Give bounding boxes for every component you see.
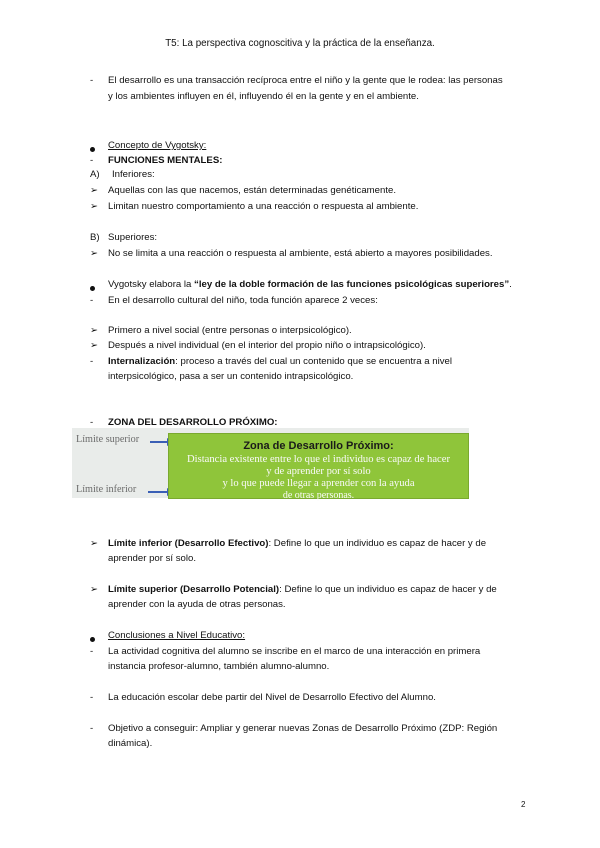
dash-marker: - [90,356,94,367]
arrow-bullet-icon: ➢ [90,325,99,336]
zdp-box-line: y lo que puede llegar a aprender con la ayuda [222,478,415,489]
arrow-bullet-icon: ➢ [90,201,99,212]
dash-marker: - [90,155,94,166]
arrow-bullet-icon: ➢ [90,584,99,595]
arrow-bullet-icon: ➢ [90,248,99,259]
arrow-bullet-icon: ➢ [90,538,99,549]
dash-marker: - [90,417,94,428]
zdp-box-line: Distancia existente entre lo que el individuo es capaz de hacer [187,454,450,465]
dash-marker: - [90,646,94,657]
lower-limit-arrow-icon [148,491,168,493]
arrow-bullet-icon: ➢ [90,340,99,351]
zdp-box [168,433,469,499]
upper-limit-arrow-icon [150,441,168,443]
document-title: T5: La perspectiva cognoscitiva y la práctica de la enseñanza. [165,38,435,49]
zdp-box-line: y de aprender por sí solo [266,466,371,477]
lower-limit-label: Límite inferior [76,484,137,495]
dash-marker: - [90,723,94,734]
zdp-box-title: Zona de Desarrollo Próximo: [243,440,394,452]
page-number: 2 [521,800,526,809]
dash-marker: - [90,295,94,306]
dash-marker: - [90,75,94,86]
zdp-box-line: de otras personas. [282,490,355,501]
zdp-figure [72,428,469,501]
upper-limit-label: Límite superior [76,434,140,445]
dash-marker: - [90,692,94,703]
arrow-bullet-icon: ➢ [90,185,99,196]
